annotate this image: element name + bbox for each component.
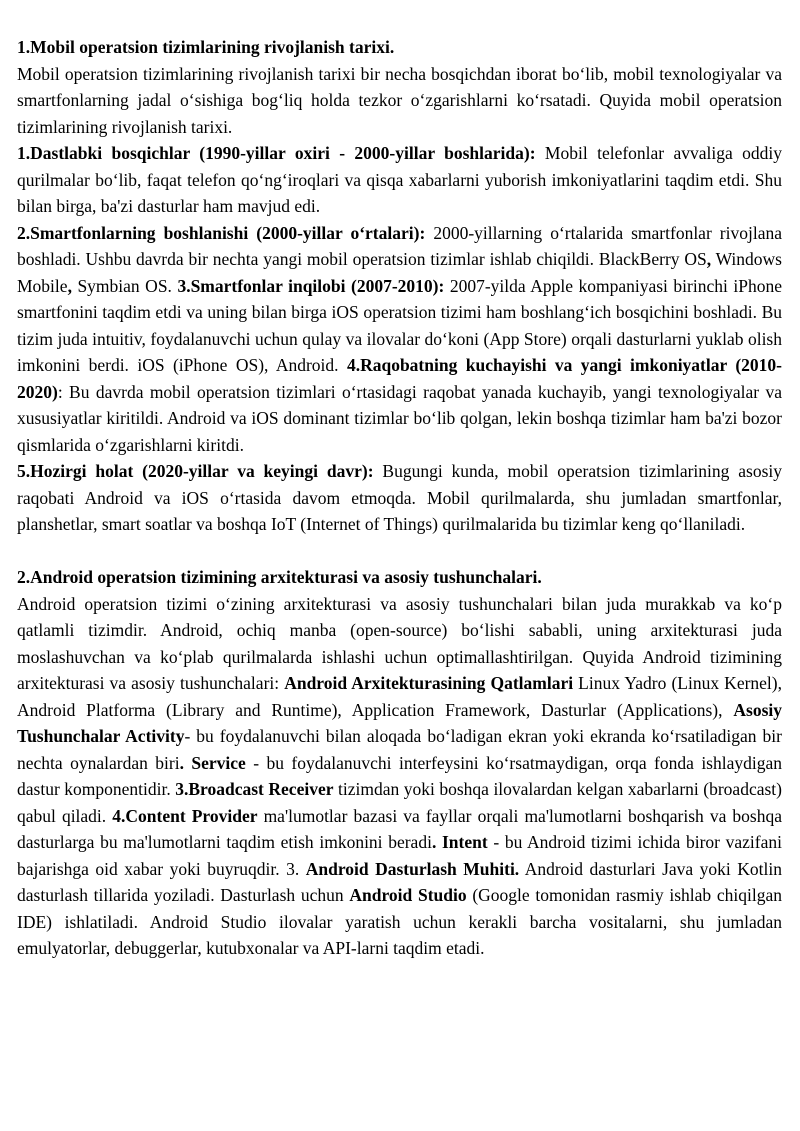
paragraph — [17, 140, 782, 220]
bold-text-run: Android Dasturlash Muhiti. — [305, 858, 520, 879]
bold-text-run: 4.Raqobatning kuchayishi va yangi imkoniyatlar (2010-2020) — [17, 355, 783, 402]
text-run: : Bu davrda mobil operatsion tizimlari o‘rtasidagi raqobat yanada kuchayib, yangi texnologiyalar va xususiyatlar kiritildi. Android va iOS dominant tizimlar bo‘lib qolgan, lekin boshqa tizimlar ham ba'zi bozor qismlarida o‘zgarishlarni kiritdi. — [17, 381, 782, 455]
paragraph — [17, 591, 782, 962]
text-run: Android operatsion tizimi o‘zining arxitekturasi va asosiy tushunchalari bilan juda murakkab va ko‘p qatlamli tizimdir. Android, ochiq manba (open-source) bo‘lishi sababli, uning arxitekturasi juda moslashuvchan va ko‘plab qurilmalarda ishlashi uchun optimallashtirilgan. Quyida Android tizimining arxitekturasi va asosiy tushunchalari: — [17, 593, 782, 693]
bold-text-run: 1.Mobil operatsion tizimlarining rivojlanish tarixi. — [17, 37, 395, 57]
document-body — [17, 34, 782, 962]
text-run: Android dasturlari Java yoki Kotlin dasturlash tillarida yoziladi. Dasturlash uchun — [17, 858, 782, 905]
bold-text-run: 3.Broadcast Receiver — [175, 779, 334, 799]
bold-text-run: Asosiy Tushunchalar Activity — [17, 699, 782, 746]
bold-text-run: Android Studio — [349, 885, 467, 905]
bold-text-run: . Service — [179, 752, 246, 773]
text-run: Windows Mobile — [17, 249, 782, 296]
bold-text-run: 3.Smartfonlar inqilobi (2007-2010): — [177, 275, 450, 296]
section-heading — [17, 564, 782, 591]
bold-text-run: 4.Content Provider — [112, 805, 258, 826]
bold-text-run: , — [706, 249, 712, 269]
bold-text-run: 2.Smartfonlarning boshlanishi (2000-yillar o‘rtalari): — [17, 222, 434, 243]
bold-text-run: . Intent — [431, 832, 488, 852]
paragraph — [17, 61, 782, 141]
text-run: Mobil operatsion tizimlarining rivojlanish tarixi bir necha bosqichdan iborat bo‘lib, mobil texnologiyalar va smartfonlarning jadal o‘sishiga bog‘liq holda tezkor o‘zgarishlarni ko‘rsatadi. Quyida mobil operatsion tizimlarining rivojlanish tarixi. — [17, 63, 782, 137]
text-run: - bu foydalanuvchi interfeysini ko‘rsatmaydigan, orqa fonda ishlaydigan dastur komponentidir. — [17, 752, 782, 799]
text-run: Bugungi kunda, mobil operatsion tizimlarining asosiy raqobati Android va iOS o‘rtasida davom etmoqda. Mobil qurilmalarda, shu jumladan smartfonlar, planshetlar, smart soatlar va boshqa IoT (Internet of Things) qurilmalarida bu tizimlar keng qo‘llaniladi. — [17, 461, 782, 534]
paragraph — [17, 220, 782, 459]
text-run: 2000-yillarning o‘rtalarida smartfonlar rivojlana boshladi. Ushbu davrda bir nechta yangi mobil operatsion tizimlar ishlab chiqildi. BlackBerry OS — [17, 222, 782, 269]
bold-text-run: Android Arxitekturasining Qatlamlari — [284, 673, 574, 693]
bold-text-run: , — [67, 275, 72, 296]
text-run: 2007-yilda Apple kompaniyasi birinchi iPhone smartfonini taqdim etdi va uning bilan birga iOS operatsion tizimi ham boshlang‘ich bosqichini boshladi. Bu tizim juda intuitiv, foydalanuvchi uchun qulay va ilovalar do‘koni (App Store) orqali dasturlarni yuklab olish imkonini berdi. iOS (iPhone OS), Android. — [17, 275, 782, 375]
text-run: - bu Android tizimi ichida biror vazifani bajarishga oid xabar yoki buyruqdir. 3. — [17, 832, 782, 879]
text-run: Mobil telefonlar avvaliga oddiy qurilmalar bo‘lib, faqat telefon qo‘ng‘iroqlari va qisqa xabarlarni yuborish imkoniyatlarini taqdim etdi. Shu bilan birga, ba'zi dasturlar ham mavjud edi. — [17, 143, 782, 216]
bold-text-run: 2.Android operatsion tizimining arxitekturasi va asosiy tushunchalari. — [17, 567, 542, 587]
paragraph — [17, 458, 782, 538]
text-run: tizimdan yoki boshqa ilovalardan kelgan xabarlarni (broadcast) qabul qiladi. — [17, 779, 782, 826]
blank-line — [17, 538, 782, 565]
text-run: - bu foydalanuvchi bilan aloqada bo‘ladigan ekran yoki ekranda ko‘rsatiladigan bir nechta oynalardan biri — [17, 726, 782, 773]
section-heading — [17, 34, 782, 61]
bold-text-run: 5.Hozirgi holat (2020-yillar va keyingi davr): — [17, 461, 383, 481]
text-run: Symbian OS. — [71, 275, 178, 296]
text-run: ma'lumotlar bazasi va fayllar orqali ma'lumotlarni boshqarish va boshqa dasturlarga bu ma'lumotlarni taqdim etish imkonini beradi — [17, 805, 783, 852]
text-run: (Google tomonidan rasmiy ishlab chiqilgan IDE) ishlatiladi. Android Studio ilovalar yaratish uchun kerakli barcha vositalarni, shu jumladan emulyatorlar, debuggerlar, kutubxonalar va API-larni taqdim etadi. — [17, 885, 782, 958]
bold-text-run: 1.Dastlabki bosqichlar (1990-yillar oxiri - 2000-yillar boshlarida): — [17, 143, 545, 163]
text-run: Linux Yadro (Linux Kernel), Android Platforma (Library and Runtime), Application Framework, Dasturlar (Applications), — [17, 673, 782, 720]
